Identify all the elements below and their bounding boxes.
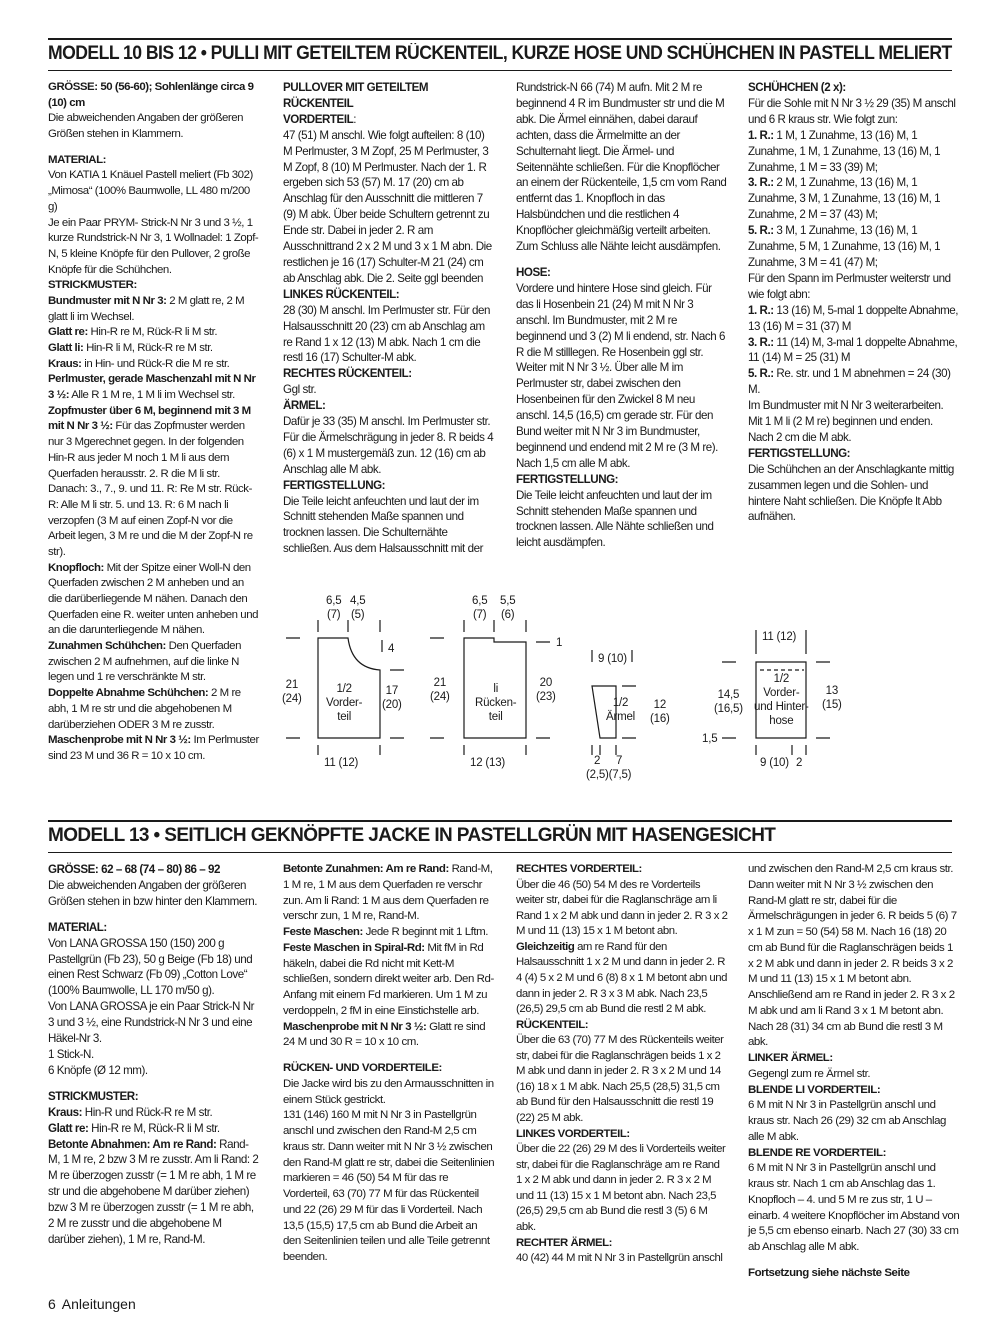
front-side-height: 17 (20) — [382, 685, 402, 711]
term-text: Den Querfaden zwischen 2 M aufnehmen, auf die linke N legen und 1 re verschränkte M str. — [48, 640, 241, 684]
term-text: 2 M, 1 Zunahme, 13 (16) M, 1 Zunahme, 3 M, 1 Zunahme, 13 (16) M, 1 Zunahme, 2 M = 37 (43) M; — [748, 176, 941, 222]
paragraph: Im Bundmuster mit N Nr 3 weiterarbeiten. Mit 1 M li (2 M re) beginnen und enden. Nach 2 cm die M abk. — [748, 399, 944, 444]
term-label: Perlmuster, gerade Maschenzahl mit N Nr 3 ½: — [48, 373, 256, 402]
paragraph — [48, 325, 260, 341]
subheading: RECHTES VORDERTEIL: — [516, 863, 642, 875]
subheading: BLENDE LI VORDERTEIL: — [748, 1083, 881, 1096]
pattern-schematics — [270, 590, 950, 790]
term-label: Maschenprobe mit N Nr 3 ½: — [48, 734, 191, 747]
term-text: Hin-R und Rück-R re M str. — [82, 1105, 213, 1119]
paragraph: Die abweichenden Angaben der größeren Größen stehen in bzw hinter den Klammern. — [48, 878, 258, 908]
term-text: Mit fM in Rd häkeln, dabei die Rd nicht mit Kett-M schließen, sondern direkt weiter arb. Den Rd-Anfang mit einem Fd markieren. Um 1 M zu verdoppeln, 2 fM in eine Einstichstelle arb. — [283, 941, 494, 1017]
page-number: 6 — [48, 1296, 56, 1312]
paragraph — [48, 561, 260, 639]
term-label: Feste Maschen: — [283, 926, 363, 938]
term-text: Re. str. und 1 M abnehmen = 24 (30) M. — [748, 367, 951, 397]
paragraph — [283, 1020, 495, 1052]
paragraph: 47 (51) M anschl. Wie folgt aufteilen: 8 (10) M Perlmuster, 3 M Zopf, 25 M Perlmuster, 3 M Zopf, 8 (10) M Perlmuster. Nach der 1. R ergeben sich 53 (57) M. 17 (20) cm ab Anschlag für den Ausschnitt die mittleren 7 (9) M abk. Über beide Schultern getrennt zu Ende str. Dabei in jeder 2. R am Ausschnittrand 2 x 2 M und 3 x 1 M abn. Die restlichen je 16 (17) Schulter-M 21 (24) cm ab Anschlag abk. Die 2. Seite ggl beenden — [283, 128, 492, 285]
paragraph: Gegengl zum re Ärmel str. — [748, 1067, 871, 1080]
paragraph: Die Schühchen an der Anschlagkante mittig zusammen legen und die Sohlen- und hintere Naht schließen. Die Knöpfe lt Abb aufnähen. — [748, 462, 954, 524]
subheading: FERTIGSTELLUNG: — [748, 446, 851, 460]
paragraph: Rundstrick-N 66 (74) M aufn. Mit 2 M re beginnend 4 R im Bundmuster str und die M abk. Die Ärmel einnähen, dabei darauf achten, dass die Ärmelmitte an der Schulternaht liegt. Die Ärmel- und Seitennähte schließen. Für die Knopflöcher an einem der Rückenteile, 1,5 cm vom Rand entfernt das 1. Knopfloch in das Halsbündchen und die restlichen 4 Knopflöcher gleichmäßig verteilt arbeiten. Zum Schluss alle Nähte leicht ausdämpfen. — [516, 81, 727, 254]
paragraph — [48, 639, 260, 686]
back-side-height: 20 (23) — [536, 677, 556, 703]
front-height: 21 (24) — [282, 679, 302, 705]
term-text: Hin-R re M, Rück-R li M str. — [87, 326, 218, 339]
subheading: STRICKMUSTER: — [48, 279, 137, 292]
term-label: Feste Maschen in Spiral-Rd: — [283, 941, 425, 954]
sleeve-bottom-1: 2 — [594, 755, 601, 767]
term-text: Mit der Spitze einer Woll-N den Querfaden zwischen 2 M anheben und an die darüberliegende M nähen. Danach den Querfaden eine R. weiter unten anheben und an die darunterliegende M nähen. — [48, 561, 259, 637]
back-shoulder-width: 6,5 (7) — [472, 595, 488, 621]
sleeve-height: 12 (16) — [650, 699, 670, 725]
pants-bottom-width: 9 (10) — [760, 757, 789, 769]
sleeve-top-width: 9 (10) — [598, 653, 627, 665]
paragraph: 131 (146) 160 M mit N Nr 3 in Pastellgrün anschl und zwischen den Rand-M 2,5 cm kraus str. Dann weiter mit N Nr 3 ½ zwischen den Rand-M glatt re str, dabei die Seitenlinien markieren = 46 (50) 54 M für das re Vorderteil, 63 (70) 77 M für das Rückenteil und 22 (26) 29 M für das li Vorderteil. Nach 13,5 (15,5) 17,5 cm ab Bund die Arbeit an den Seitenlinien teilen und alle Teile getrennt beenden. — [283, 1109, 495, 1263]
back-height: 21 (24) — [430, 677, 450, 703]
section-rule — [48, 820, 952, 822]
paragraph-spacer — [283, 1051, 495, 1061]
paragraph: Die Jacke wird bis zu den Armausschnitten in einem Stück gestrickt. — [283, 1077, 494, 1106]
term-text: Für das Zopfmuster werden nur 3 Mgerechnet gegen. In der folgenden Hin-R aus jeder M noch 1 M li aus dem Querfaden herausstr. 2. R die M li str. Danach: 3., 7., 9. und 11. R: Re M str. Rück-R: Alle M li str. 5. und 13. R: 6 M nach li verzopfen (3 M auf einen Zopf-N vor die Arbeit legen, 3 M re und die M der Zopf-N re str). — [48, 420, 253, 558]
term-label: 3. R.: — [748, 335, 774, 349]
term-text: 1 M, 1 Zunahme, 13 (16) M, 1 Zunahme, 1 M, 1 Zunahme, 13 (16) M, 1 Zunahme, 1 M = 33 (39) M; — [748, 128, 941, 174]
subheading: STRICKMUSTER: — [48, 1089, 139, 1103]
paragraph: 6 M mit N Nr 3 in Pastellgrün anschl und kraus str. Nach 26 (29) 32 cm ab Anschlag alle M abk. — [748, 1099, 946, 1143]
paragraph — [748, 335, 960, 367]
paragraph: 28 (30) M anschl. Im Perlmuster str. Für den Halsausschnitt 20 (23) cm ab Anschlag am re Rand 1 x 12 (13) M abk. Nach 1 cm die restl 16 (17) Schulter-M abk. — [283, 303, 490, 365]
paragraph: Ggl str. — [283, 383, 317, 397]
text-column — [748, 80, 960, 525]
term-text: Jede R beginnt mit 1 Lftm. — [362, 926, 488, 938]
term-label: 1. R.: — [748, 303, 774, 317]
term-text: 13 (16) M, 5-mal 1 doppelte Abnahme, 13 (16) M = 31 (37) M — [748, 303, 959, 333]
subheading: LINKES VORDERTEIL: — [516, 1127, 630, 1140]
sleeve-bottom-2: 7 — [616, 755, 623, 767]
paragraph: Vordere und hintere Hose sind gleich. Für das li Hosenbein 21 (24) M mit N Nr 3 anschl. Im Bundmuster, mit 2 M re beginnend und 3 (2) M li endend, str. Nach 6 R die M stilllegen. Re Hosenbein ggl str. Weiter mit N Nr 3 ½. Über alle M im Perlmuster str, dabei zwischen den Hosenbeinen für den Zwickel 8 M neu anschl. 14,5 (16,5) cm gerade str. Für den Bund weiter mit N Nr 3 im Bundmuster, beginnend und endend mit 2 M re (3 M re). Nach 1,5 cm alle M abk. — [516, 281, 726, 470]
term-text: Hin-R li M, Rück-R re M str. — [83, 342, 213, 354]
back-piece-label: li Rücken- teil — [475, 683, 517, 723]
section-rule — [48, 38, 952, 40]
front-neck-depth: 4 — [388, 643, 395, 655]
subheading: GRÖSSE: 50 (56-60); Sohlenlänge circa 9 (10) cm — [48, 81, 254, 109]
text-column — [283, 80, 495, 557]
paragraph: Von KATIA 1 Knäuel Pastell meliert (Fb 302) „Mimosa“ (100% Baumwolle, LL 480 m/200 g) — [48, 169, 253, 213]
back-bottom-width: 12 (13) — [470, 757, 506, 769]
paragraph: 6 M mit N Nr 3 in Pastellgrün anschl und kraus str. Nach 1 cm ab Anschlag das 1. Knopfloch – 4. und 5 M re zus str, 1 U – einarb. 4 weitere Knopflöcher im Abstand von je 5,5 cm ebenso einarb. Nach 27 (30) 33 cm ab Anschlag alle M abk. — [748, 1162, 960, 1253]
term-label: Betonte Zunahmen: Am re Rand: — [283, 863, 449, 875]
paragraph — [48, 404, 260, 561]
term-text: : — [353, 112, 357, 126]
term-label: Kraus: — [48, 1105, 83, 1119]
pants-bottom-gusset: 2 — [796, 757, 803, 769]
subheading: ÄRMEL: — [283, 399, 326, 413]
paragraph-spacer — [48, 910, 260, 920]
term-text: Rand-M, 1 M re, 2 bzw 3 M re zusstr. Am li Rand: 2 M re überzogen zusstr (= 1 M re abh, 1 M re str und die abgehobene M darüber ziehen) bzw 3 M re überzogen zusstr (= 1 M re abh, 2 M re zusstr und die abgehobene M darüber ziehen), 1 M re, Rand-M. — [48, 1137, 259, 1246]
front-bottom-width: 11 (12) — [324, 757, 359, 769]
paragraph-spacer — [748, 1256, 960, 1266]
front-shoulder-width: 6,5 (7) — [326, 595, 342, 621]
paragraph — [48, 686, 260, 733]
paragraph — [748, 303, 960, 335]
subheading: MATERIAL: — [48, 153, 106, 166]
paragraph: Die Teile leicht anfeuchten und laut der im Schnitt stehenden Maße spannen und trocknen lassen. Die Schulternähte schließen. Aus dem Halsausschnitt mit der — [283, 494, 483, 556]
back-neck-width: 5,5 (6) — [500, 595, 516, 621]
pants-side-height: 13 (15) — [822, 685, 842, 711]
paragraph — [283, 941, 495, 1020]
text-column — [283, 862, 495, 1266]
paragraph: Die Teile leicht anfeuchten und laut der im Schnitt stehenden Maße spannen und trocknen lassen. Alle Nähte schließen und leicht ausdämpfen. — [516, 488, 714, 550]
term-text: 3 M, 1 Zunahme, 13 (16) M, 1 Zunahme, 5 M, 1 Zunahme, 13 (16) M, 1 Zunahme, 3 M = 41 (47) M; — [748, 224, 941, 269]
subheading: RECHTER ÄRMEL: — [516, 1236, 612, 1249]
subheading: RECHTES RÜCKENTEIL: — [283, 367, 412, 381]
paragraph: Von LANA GROSSA je ein Paar Strick-N Nr 3 und 3 ½, eine Rundstrick-N Nr 3 und eine Häkel-Nr 3. — [48, 1000, 255, 1046]
term-text: 2 M glatt re, 2 M glatt li im Wechsel. — [48, 294, 245, 323]
subheading: Fortsetzung siehe nächste Seite — [748, 1266, 910, 1279]
paragraph — [283, 862, 495, 925]
term-text: 2 M re abh, 1 M re str und die abgehobenen M darüberziehen ODER 3 M re zusstr. — [48, 687, 241, 731]
subheading: SCHÜHCHEN (2 x): — [748, 81, 846, 94]
term-label: Kraus: — [48, 357, 82, 370]
sleeve-bottom-sizes: (2,5)(7,5) — [586, 769, 632, 781]
pants-top-width: 11 (12) — [762, 631, 797, 643]
paragraph: Die abweichenden Angaben der größeren Größen stehen in Klammern. — [48, 112, 244, 141]
paragraph — [48, 1137, 260, 1248]
term-label: Zopfmuster über 6 M, beginnend mit 3 M mit N Nr 3 ½: — [48, 404, 251, 433]
text-column — [516, 862, 728, 1267]
front-neck-width: 4,5 (5) — [350, 595, 366, 621]
page-footer — [48, 1296, 142, 1312]
term-label: VORDERTEIL — [283, 112, 354, 126]
subheading: FERTIGSTELLUNG: — [516, 472, 619, 486]
subheading: LINKES RÜCKENTEIL: — [283, 287, 400, 301]
paragraph-spacer — [48, 143, 260, 153]
paragraph: Von LANA GROSSA 150 (150) 200 g Pastellgrün (Fb 23), 50 g Beige (Fb 18) und einen Rest Schwarz (Fb 09) „Cotton Love“ (100% Baumwolle, LL 170 m/50 g). — [48, 936, 253, 998]
subheading: PULLOVER MIT GETEILTEM RÜCKENTEIL — [283, 81, 429, 110]
paragraph — [748, 366, 960, 398]
text-column — [48, 862, 260, 1248]
term-label: 5. R.: — [748, 224, 774, 238]
paragraph-spacer — [516, 255, 728, 265]
term-label: Glatt li: — [48, 342, 84, 354]
paragraph: Über die 63 (70) 77 M des Rückenteils weiter str, dabei für die Raglanschrägen beids 1 x 2 M abk und dann in jeder 2. R 3 x 2 M und 14 (16) 18 x 1 M abk. Nach 25,5 (28,5) 31,5 cm ab Bund für den Halsausschnitt die restl 19 (22) 25 M abk. — [516, 1034, 724, 1124]
term-text: Hin-R re M, Rück-R li M str. — [88, 1121, 220, 1135]
term-text: Rand-M, 1 M re, 1 M aus dem Querfaden re verschr zun. Am li Rand: 1 M aus dem Querfaden re verschr zun, 1 M re, Rand-M. — [283, 863, 493, 923]
paragraph — [48, 357, 260, 373]
term-text: in Hin- und Rück-R die M re str. — [81, 357, 230, 370]
term-text: 11 (14) M, 3-mal 1 doppelte Abnahme, 11 (14) M = 25 (31) M — [748, 335, 958, 365]
paragraph — [48, 294, 260, 325]
subheading: GRÖSSE: 62 – 68 (74 – 80) 86 – 92 — [48, 863, 221, 876]
paragraph — [516, 940, 728, 1018]
paragraph — [48, 1105, 260, 1121]
subheading: RÜCKEN- UND VORDERTEILE: — [283, 1062, 442, 1074]
term-label: Knopfloch: — [48, 561, 104, 574]
paragraph: Für den Spann im Perlmuster weiterstr und wie folgt abn: — [748, 271, 951, 301]
term-text: am re Rand für den Halsausschnitt 1 x 2 M und dann in jeder 2. R 4 (4) 5 x 2 M und 6 (8) 8 x 1 M betont abn und dann in jeder 2. R 3 x 3 M abk. Nach 23,5 (26,5) 29,5 cm ab Bund die restl 2 M abk. — [516, 940, 728, 1016]
paragraph: Über die 46 (50) 54 M des re Vorderteils weiter str, dabei für die Raglanschräge am li Rand 1 x 2 M abk und dann in jeder 2. R 3 x 2 M und 11 (13) 15 x 1 M betont abn. — [516, 878, 728, 938]
paragraph: 6 Knöpfe (Ø 12 mm). — [48, 1063, 148, 1077]
sleeve-piece-label: 1/2 Ärmel — [606, 697, 636, 723]
back-step: 1 — [556, 637, 563, 649]
term-label: 5. R.: — [748, 367, 774, 381]
section-rule — [48, 852, 952, 853]
term-label: Glatt re: — [48, 1121, 89, 1135]
paragraph: 40 (42) 44 M mit N Nr 3 in Pastellgrün anschl — [516, 1252, 723, 1265]
paragraph: Dafür je 33 (35) M anschl. Im Perlmuster str. Für die Ärmelschrägung in jeder 8. R beids 4 (6) x 1 M mustergemäß zun. 12 (16) cm ab Anschlag alle M abk. — [283, 415, 494, 476]
subheading: LINKER ÄRMEL: — [748, 1052, 833, 1064]
paragraph — [48, 733, 260, 764]
paragraph — [283, 925, 495, 941]
term-label: Gleichzeitig — [516, 940, 575, 953]
pants-bund-height: 1,5 — [702, 733, 718, 745]
paragraph-spacer — [48, 1079, 260, 1089]
paragraph: und zwischen den Rand-M 2,5 cm kraus str. Dann weiter mit N Nr 3 ½ zwischen den Rand-M glatt re str, dabei für die Ärmelschrägungen in jeder 6. R beids 5 (6) 7 x 1 M zun = 50 (54) 58 M. Nach 16 (18) 20 cm ab Bund für die Raglanschrägen beids 1 x 2 M abk und dann in jeder 2. R beids 3 x 2 M und 11 (13) 15 x 1 M betont abn. Anschließend am re Rand in jeder 2. R 3 x 2 M abk und am li Rand 3 x 1 M betont abn. Nach 28 (31) 34 cm ab Bund die restl 3 M abk. — [748, 863, 957, 1049]
section-title-modell-10-12: MODELL 10 BIS 12 • PULLI MIT GETEILTEM RÜCKENTEIL, KURZE HOSE UND SCHÜHCHEN IN PASTELL MELIERT — [48, 43, 952, 64]
text-column — [48, 80, 260, 765]
paragraph — [748, 128, 960, 176]
text-column — [748, 862, 960, 1282]
paragraph — [48, 341, 260, 357]
term-label: Maschenprobe mit N Nr 3 ½: — [283, 1020, 427, 1033]
term-label: 1. R.: — [748, 128, 774, 142]
term-label: Betonte Abnahmen: Am re Rand: — [48, 1137, 217, 1151]
paragraph: Für die Sohle mit N Nr 3 ½ 29 (35) M anschl und 6 R kraus str. Wie folgt zun: — [748, 96, 956, 126]
term-label: Zunahmen Schühchen: — [48, 640, 166, 653]
paragraph: 1 Stick-N. — [48, 1047, 94, 1061]
paragraph — [748, 175, 960, 223]
term-label: Glatt re: — [48, 326, 88, 339]
term-text: Im Perlmuster sind 23 M und 36 R = 10 x 10 cm. — [48, 734, 259, 762]
footer-label: Anleitungen — [61, 1296, 136, 1312]
paragraph — [48, 372, 260, 403]
term-text: Alle R 1 M re, 1 M li im Wechsel str. — [69, 389, 235, 402]
schematic-lines — [270, 590, 960, 790]
pants-height: 14,5 (16,5) — [714, 689, 743, 715]
pants-piece-label: 1/2 Vorder- und Hinter- hose — [754, 673, 809, 727]
subheading: MATERIAL: — [48, 920, 107, 934]
paragraph: Je ein Paar PRYM- Strick-N Nr 3 und 3 ½, 1 kurze Rundstrick-N Nr 3, 1 Wollnadel: 1 Zopf-N, 5 kleine Knöpfe für den Pullover, 2 große Knöpfe für die Schühchen. — [48, 216, 259, 276]
term-label: Bundmuster mit N Nr 3: — [48, 294, 167, 307]
front-piece-label: 1/2 Vorder- teil — [326, 683, 363, 723]
paragraph — [283, 112, 495, 128]
term-text: Glatt re sind 24 M und 30 R = 10 x 10 cm. — [283, 1020, 486, 1049]
subheading: FERTIGSTELLUNG: — [283, 478, 386, 492]
text-column — [516, 80, 728, 551]
section-title-modell-13: MODELL 13 • SEITLICH GEKNÖPFTE JACKE IN PASTELLGRÜN MIT HASENGESICHT — [48, 825, 776, 846]
section-rule — [48, 70, 952, 71]
term-label: Doppelte Abnahme Schühchen: — [48, 687, 209, 700]
paragraph — [748, 223, 960, 271]
paragraph: Über die 22 (26) 29 M des li Vorderteils weiter str, dabei für die Raglanschräge am re Rand 1 x 2 M abk und dann in jeder 2. R 3 x 2 M und 11 (13) 15 x 1 M betont abn. Nach 23,5 (26,5) 29,5 cm ab Bund die restl 3 (5) 6 M abk. — [516, 1143, 726, 1233]
term-label: 3. R.: — [748, 176, 774, 190]
subheading: BLENDE RE VORDERTEIL: — [748, 1146, 886, 1159]
subheading: HOSE: — [516, 265, 551, 279]
subheading: RÜCKENTEIL: — [516, 1018, 589, 1031]
paragraph — [48, 1121, 260, 1137]
